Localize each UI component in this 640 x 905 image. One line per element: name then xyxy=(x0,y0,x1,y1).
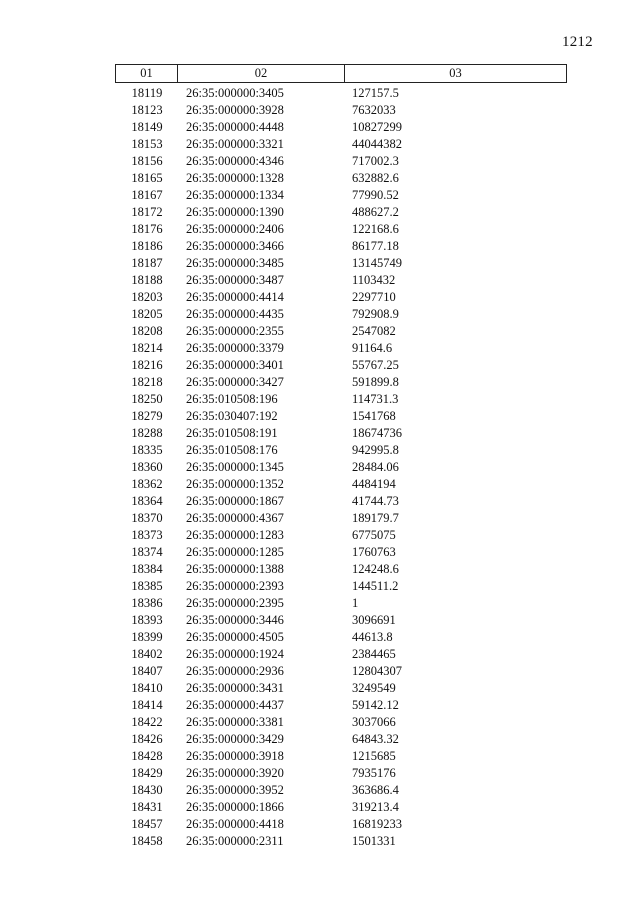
table-row xyxy=(0,153,640,170)
table-cell-col-2: 26:35:000000:1283 xyxy=(186,528,284,542)
table-cell-col-3: 7935176 xyxy=(352,766,396,780)
table-cell-col-3: 1103432 xyxy=(352,273,396,287)
table-row xyxy=(0,782,640,799)
table-cell-col-1: 18187 xyxy=(131,256,163,270)
table-cell-col-1: 18399 xyxy=(131,630,163,644)
table-cell-col-3: 91164.6 xyxy=(352,341,393,355)
table-row xyxy=(0,391,640,408)
table-row xyxy=(0,357,640,374)
table-cell-col-3: 792908.9 xyxy=(352,307,399,321)
table-cell-col-1: 18393 xyxy=(131,613,163,627)
table-cell-col-2: 26:35:000000:3379 xyxy=(186,341,284,355)
table-row xyxy=(0,289,640,306)
column-header-03: 03 xyxy=(344,64,567,83)
table-cell-col-2: 26:35:000000:4418 xyxy=(186,817,284,831)
table-row xyxy=(0,323,640,340)
table-cell-col-1: 18119 xyxy=(131,86,163,100)
table-cell-col-2: 26:35:000000:4367 xyxy=(186,511,284,525)
table-cell-col-2: 26:35:030407:192 xyxy=(186,409,278,423)
page-number: 1212 xyxy=(562,34,593,50)
table-cell-col-2: 26:35:010508:176 xyxy=(186,443,278,457)
table-cell-col-3: 64843.32 xyxy=(352,732,399,746)
table-cell-col-2: 26:35:000000:2406 xyxy=(186,222,284,236)
table-cell-col-3: 55767.25 xyxy=(352,358,399,372)
table-cell-col-2: 26:35:000000:3429 xyxy=(186,732,284,746)
table-cell-col-1: 18186 xyxy=(131,239,163,253)
table-row xyxy=(0,629,640,646)
column-header-01: 01 xyxy=(115,64,178,83)
table-row xyxy=(0,272,640,289)
table-cell-col-1: 18153 xyxy=(131,137,163,151)
table-cell-col-2: 26:35:000000:1328 xyxy=(186,171,284,185)
table-cell-col-1: 18335 xyxy=(131,443,163,457)
table-cell-col-1: 18165 xyxy=(131,171,163,185)
table-cell-col-2: 26:35:000000:1924 xyxy=(186,647,284,661)
table-cell-col-3: 18674736 xyxy=(352,426,402,440)
table-cell-col-3: 127157.5 xyxy=(352,86,399,100)
table-cell-col-1: 18362 xyxy=(131,477,163,491)
table-row xyxy=(0,544,640,561)
table-cell-col-3: 1541768 xyxy=(352,409,396,423)
table-cell-col-1: 18123 xyxy=(131,103,163,117)
table-cell-col-2: 26:35:000000:1390 xyxy=(186,205,284,219)
table-cell-col-2: 26:35:000000:1388 xyxy=(186,562,284,576)
table-row xyxy=(0,612,640,629)
table-cell-col-3: 488627.2 xyxy=(352,205,399,219)
table-row xyxy=(0,221,640,238)
table-cell-col-1: 18208 xyxy=(131,324,163,338)
table-cell-col-3: 717002.3 xyxy=(352,154,399,168)
table-cell-col-3: 1 xyxy=(352,596,359,610)
table-cell-col-2: 26:35:000000:3446 xyxy=(186,613,284,627)
table-cell-col-3: 12804307 xyxy=(352,664,402,678)
table-row xyxy=(0,425,640,442)
table-row xyxy=(0,187,640,204)
table-row xyxy=(0,459,640,476)
table-row xyxy=(0,731,640,748)
table-cell-col-2: 26:35:000000:4414 xyxy=(186,290,284,304)
table-cell-col-3: 1760763 xyxy=(352,545,396,559)
table-cell-col-1: 18457 xyxy=(131,817,163,831)
table-row xyxy=(0,476,640,493)
table-cell-col-2: 26:35:000000:4505 xyxy=(186,630,284,644)
table-cell-col-1: 18214 xyxy=(131,341,163,355)
table-cell-col-1: 18458 xyxy=(131,834,163,848)
table-cell-col-3: 189179.7 xyxy=(352,511,399,525)
table-cell-col-3: 44613.8 xyxy=(352,630,393,644)
table-cell-col-3: 2384465 xyxy=(352,647,396,661)
table-cell-col-1: 18149 xyxy=(131,120,163,134)
table-cell-col-2: 26:35:000000:3405 xyxy=(186,86,284,100)
table-cell-col-3: 7632033 xyxy=(352,103,396,117)
table-row xyxy=(0,765,640,782)
table-cell-col-3: 44044382 xyxy=(352,137,402,151)
table-row xyxy=(0,578,640,595)
table-cell-col-1: 18250 xyxy=(131,392,163,406)
table-cell-col-1: 18216 xyxy=(131,358,163,372)
table-cell-col-2: 26:35:000000:4448 xyxy=(186,120,284,134)
table-cell-col-1: 18156 xyxy=(131,154,163,168)
table-cell-col-1: 18218 xyxy=(131,375,163,389)
table-cell-col-2: 26:35:000000:3381 xyxy=(186,715,284,729)
table-cell-col-2: 26:35:000000:3401 xyxy=(186,358,284,372)
table-cell-col-1: 18360 xyxy=(131,460,163,474)
table-cell-col-1: 18364 xyxy=(131,494,163,508)
table-cell-col-2: 26:35:000000:2936 xyxy=(186,664,284,678)
table-cell-col-2: 26:35:010508:196 xyxy=(186,392,278,406)
table-cell-col-2: 26:35:000000:3321 xyxy=(186,137,284,151)
table-cell-col-3: 124248.6 xyxy=(352,562,399,576)
table-row xyxy=(0,833,640,850)
table-cell-col-2: 26:35:000000:3431 xyxy=(186,681,284,695)
column-header-02: 02 xyxy=(177,64,345,83)
table-row xyxy=(0,238,640,255)
table-cell-col-3: 16819233 xyxy=(352,817,402,831)
table-cell-col-1: 18205 xyxy=(131,307,163,321)
table-row xyxy=(0,85,640,102)
table-cell-col-2: 26:35:000000:4435 xyxy=(186,307,284,321)
table-cell-col-1: 18426 xyxy=(131,732,163,746)
table-row xyxy=(0,119,640,136)
table-row xyxy=(0,714,640,731)
table-row xyxy=(0,799,640,816)
table-cell-col-1: 18402 xyxy=(131,647,163,661)
table-row xyxy=(0,748,640,765)
table-row xyxy=(0,374,640,391)
table-cell-col-3: 59142.12 xyxy=(352,698,399,712)
table-cell-col-2: 26:35:000000:4346 xyxy=(186,154,284,168)
table-cell-col-2: 26:35:000000:1352 xyxy=(186,477,284,491)
table-row xyxy=(0,510,640,527)
table-cell-col-3: 3096691 xyxy=(352,613,396,627)
table-cell-col-2: 26:35:010508:191 xyxy=(186,426,278,440)
table-cell-col-3: 86177.18 xyxy=(352,239,399,253)
table-cell-col-1: 18430 xyxy=(131,783,163,797)
table-row xyxy=(0,170,640,187)
table-cell-col-1: 18386 xyxy=(131,596,163,610)
table-cell-col-3: 1215685 xyxy=(352,749,396,763)
table-cell-col-3: 114731.3 xyxy=(352,392,399,406)
table-cell-col-1: 18410 xyxy=(131,681,163,695)
table-row xyxy=(0,102,640,119)
table-cell-col-1: 18407 xyxy=(131,664,163,678)
table-cell-col-3: 10827299 xyxy=(352,120,402,134)
table-cell-col-1: 18384 xyxy=(131,562,163,576)
table-cell-col-1: 18288 xyxy=(131,426,163,440)
table-row xyxy=(0,340,640,357)
table-cell-col-2: 26:35:000000:1866 xyxy=(186,800,284,814)
table-row xyxy=(0,408,640,425)
table-row xyxy=(0,136,640,153)
table-cell-col-1: 18370 xyxy=(131,511,163,525)
table-cell-col-2: 26:35:000000:2311 xyxy=(186,834,284,848)
table-row xyxy=(0,663,640,680)
table-cell-col-1: 18431 xyxy=(131,800,163,814)
table-cell-col-1: 18373 xyxy=(131,528,163,542)
table-cell-col-3: 41744.73 xyxy=(352,494,399,508)
table-cell-col-3: 122168.6 xyxy=(352,222,399,236)
table-cell-col-2: 26:35:000000:3485 xyxy=(186,256,284,270)
table-row xyxy=(0,442,640,459)
table-cell-col-2: 26:35:000000:1345 xyxy=(186,460,284,474)
table-cell-col-3: 319213.4 xyxy=(352,800,399,814)
table-cell-col-2: 26:35:000000:3918 xyxy=(186,749,284,763)
table-cell-col-2: 26:35:000000:2395 xyxy=(186,596,284,610)
table-row xyxy=(0,561,640,578)
table-cell-col-3: 13145749 xyxy=(352,256,402,270)
table-cell-col-3: 4484194 xyxy=(352,477,396,491)
table-cell-col-1: 18176 xyxy=(131,222,163,236)
table-cell-col-1: 18172 xyxy=(131,205,163,219)
table-cell-col-2: 26:35:000000:3427 xyxy=(186,375,284,389)
table-cell-col-3: 942995.8 xyxy=(352,443,399,457)
table-cell-col-1: 18374 xyxy=(131,545,163,559)
table-cell-col-2: 26:35:000000:2393 xyxy=(186,579,284,593)
table-cell-col-3: 591899.8 xyxy=(352,375,399,389)
table-cell-col-2: 26:35:000000:3920 xyxy=(186,766,284,780)
table-cell-col-1: 18385 xyxy=(131,579,163,593)
table-cell-col-3: 3249549 xyxy=(352,681,396,695)
table-cell-col-3: 1501331 xyxy=(352,834,396,848)
table-cell-col-3: 3037066 xyxy=(352,715,396,729)
table-cell-col-1: 18167 xyxy=(131,188,163,202)
table-row xyxy=(0,680,640,697)
table-cell-col-3: 363686.4 xyxy=(352,783,399,797)
table-cell-col-2: 26:35:000000:2355 xyxy=(186,324,284,338)
table-cell-col-1: 18429 xyxy=(131,766,163,780)
table-row xyxy=(0,255,640,272)
table-cell-col-3: 144511.2 xyxy=(352,579,399,593)
table-cell-col-1: 18203 xyxy=(131,290,163,304)
table-cell-col-1: 18428 xyxy=(131,749,163,763)
table-cell-col-3: 2547082 xyxy=(352,324,396,338)
table-row xyxy=(0,816,640,833)
table-cell-col-2: 26:35:000000:3928 xyxy=(186,103,284,117)
table-cell-col-1: 18414 xyxy=(131,698,163,712)
table-cell-col-1: 18279 xyxy=(131,409,163,423)
table-cell-col-2: 26:35:000000:1334 xyxy=(186,188,284,202)
table-cell-col-3: 77990.52 xyxy=(352,188,399,202)
table-row xyxy=(0,697,640,714)
table-row xyxy=(0,493,640,510)
table-cell-col-3: 2297710 xyxy=(352,290,396,304)
table-cell-col-1: 18422 xyxy=(131,715,163,729)
table-row xyxy=(0,595,640,612)
table-cell-col-2: 26:35:000000:3952 xyxy=(186,783,284,797)
table-cell-col-1: 18188 xyxy=(131,273,163,287)
table-cell-col-2: 26:35:000000:3466 xyxy=(186,239,284,253)
table-row xyxy=(0,204,640,221)
table-cell-col-2: 26:35:000000:1867 xyxy=(186,494,284,508)
table-cell-col-3: 6775075 xyxy=(352,528,396,542)
table-cell-col-2: 26:35:000000:4437 xyxy=(186,698,284,712)
table-cell-col-3: 632882.6 xyxy=(352,171,399,185)
table-row xyxy=(0,306,640,323)
table-cell-col-2: 26:35:000000:3487 xyxy=(186,273,284,287)
table-row xyxy=(0,646,640,663)
table-row xyxy=(0,527,640,544)
table-cell-col-3: 28484.06 xyxy=(352,460,399,474)
table-cell-col-2: 26:35:000000:1285 xyxy=(186,545,284,559)
